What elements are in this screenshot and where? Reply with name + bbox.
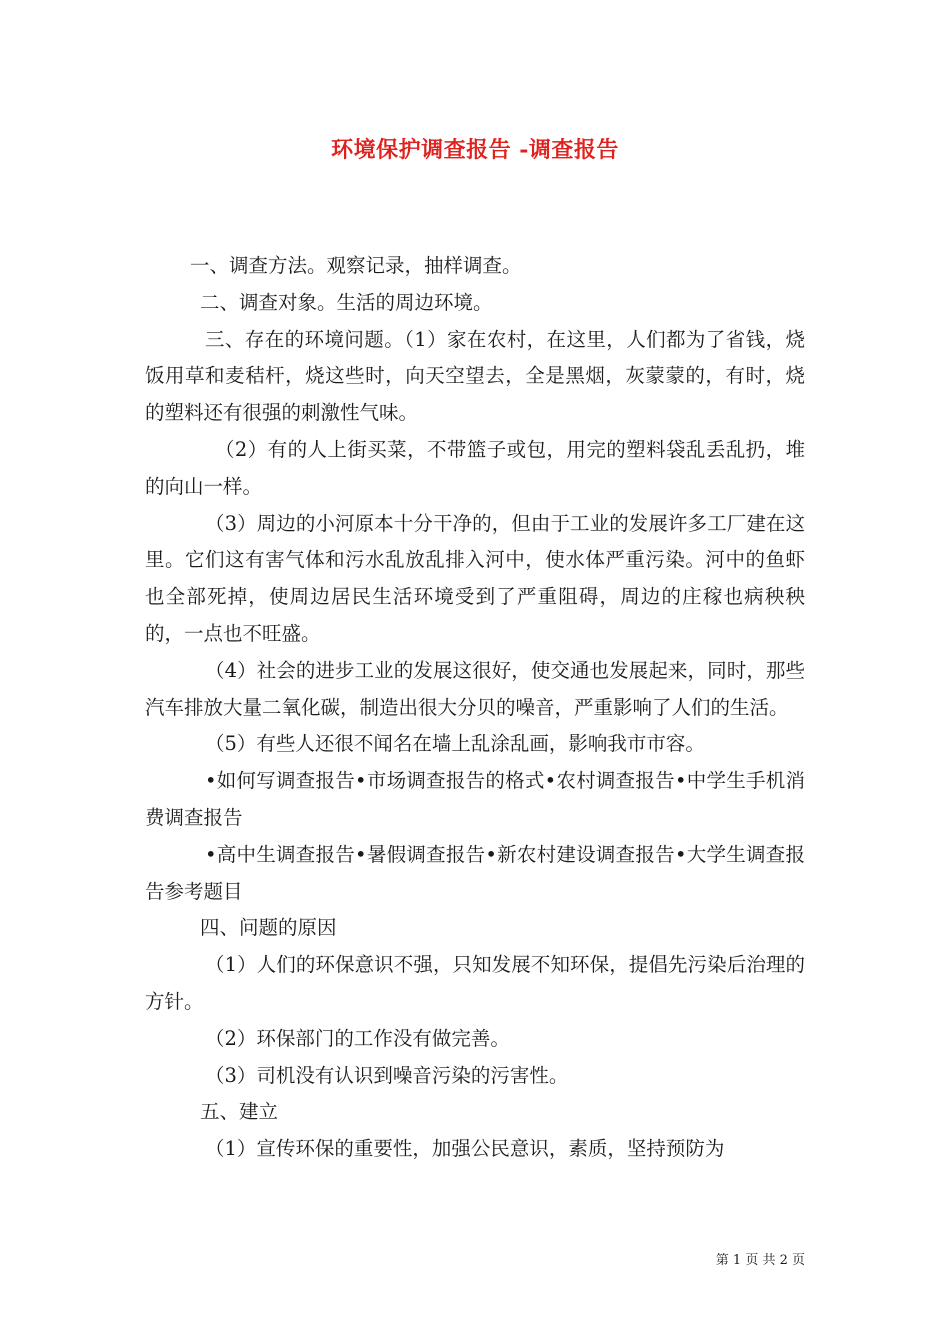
paragraph-cause-1: （1）人们的环保意识不强，只知发展不知环保，提倡先污染后治理的方针。 bbox=[145, 953, 805, 1013]
related-links-2: •高中生调查报告•暑假调查报告•新农村建设调查报告•大学生调查报告参考题目 bbox=[145, 842, 805, 903]
document-body bbox=[145, 248, 805, 1168]
paragraph-suggestion-1: （1）宣传环保的重要性，加强公民意识，素质，坚持预防为 bbox=[205, 1137, 725, 1161]
paragraph-survey-method: 一、调查方法。观察记录，抽样调查。 bbox=[190, 254, 522, 277]
paragraph-problems: 三、存在的环境问题。（1）家在农村，在这里，人们都为了省钱，烧饭用草和麦秸杆，烧这些时，向天空望去，全是黑烟，灰蒙蒙的，有时，烧的塑料还有很强的刺激性气味。 bbox=[145, 327, 805, 425]
paragraph-problem-3: （3）周边的小河原本十分干净的，但由于工业的发展许多工厂建在这里。它们这有害气体和污水乱放乱排入河中，使水体严重污染。河中的鱼虾也全部死掉，使周边居民生活环境受到了严重阻碍，周边的庄稼也病秧秧的，一点也不旺盛。 bbox=[145, 511, 805, 645]
heading-suggestions: 五、建立 bbox=[200, 1100, 279, 1124]
paragraph-cause-2: （2）环保部门的工作没有做完善。 bbox=[205, 1026, 510, 1050]
paragraph-problem-5: （5）有些人还很不闻名在墙上乱涂乱画，影响我市市容。 bbox=[205, 732, 705, 756]
paragraph-problem-2: （2）有的人上街买菜，不带篮子或包，用完的塑料袋乱丢乱扔，堆的向山一样。 bbox=[145, 437, 805, 498]
paragraph-survey-object: 二、调查对象。生活的周边环境。 bbox=[200, 290, 493, 314]
heading-causes: 四、问题的原因 bbox=[200, 916, 337, 940]
page-number: 第 1 页 共 2 页 bbox=[715, 1253, 805, 1268]
paragraph-cause-3: （3）司机没有认识到噪音污染的污害性。 bbox=[205, 1063, 569, 1087]
related-links-1: •如何写调查报告•市场调查报告的格式•农村调查报告•中学生手机消费调查报告 bbox=[145, 769, 805, 829]
paragraph-problem-4: （4）社会的进步工业的发展这很好，使交通也发展起来，同时，那些汽车排放大量二氧化碳，制造出很大分贝的噪音，严重影响了人们的生活。 bbox=[145, 658, 805, 719]
document-title: 环境保护调查报告 -调查报告 bbox=[331, 137, 619, 163]
